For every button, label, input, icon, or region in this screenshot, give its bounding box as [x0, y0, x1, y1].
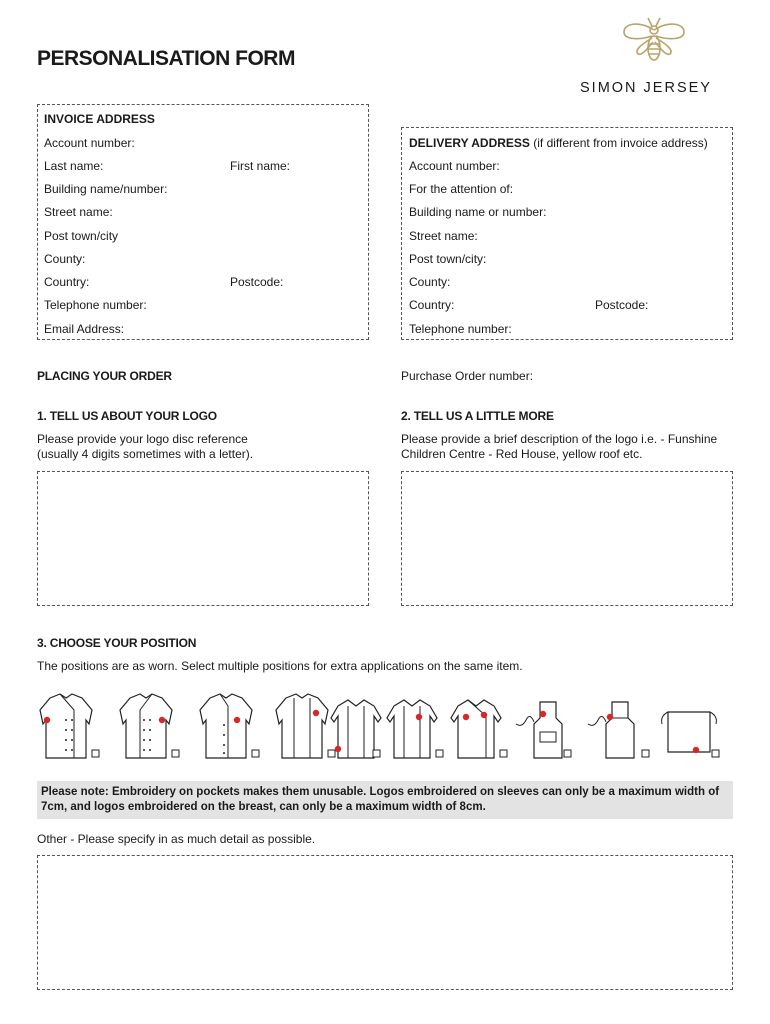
invoice-country-label: Country:: [44, 275, 90, 289]
page-title: PERSONALISATION FORM: [37, 47, 295, 70]
garment-tunic-pocket: [331, 700, 381, 758]
invoice-street-label: Street name:: [44, 205, 113, 219]
garment-chef-jacket-left-chest: [40, 694, 99, 758]
bee-logo-icon: [618, 16, 690, 70]
garment-side-jacket-chest: [200, 694, 259, 758]
delivery-street-label: Street name:: [409, 229, 478, 243]
invoice-building-label: Building name/number:: [44, 182, 168, 196]
position-checkbox-5[interactable]: [373, 750, 380, 757]
garment-wrap-tunic-chest: [451, 700, 507, 758]
delivery-postcode-label: Postcode:: [595, 298, 649, 312]
delivery-county-label: County:: [409, 275, 451, 289]
delivery-heading-text: DELIVERY ADDRESS: [409, 136, 530, 150]
other-label: Other - Please specify in as much detail as possible.: [37, 832, 316, 846]
po-number-input[interactable]: [545, 364, 733, 384]
embroidery-note: Please note: Embroidery on pockets makes them unusable. Logos embroidered on sleeves can only be a maximum width of 7cm, and logos embroidered on the breast, can only be a maximum width of 8cm.: [37, 781, 733, 819]
position-section-description: The positions are as worn. Select multiple positions for extra applications on the same item.: [37, 659, 523, 673]
logo-section-heading: 1. TELL US ABOUT YOUR LOGO: [37, 409, 217, 423]
position-checkbox-10[interactable]: [712, 750, 719, 757]
position-checkbox-4[interactable]: [328, 750, 335, 757]
delivery-building-label: Building name or number:: [409, 205, 547, 219]
more-section-description: Please provide a brief description of the logo i.e. - Funshine Children Centre - Red House, yellow roof etc.: [401, 432, 718, 461]
garment-chef-jacket-right-chest: [120, 694, 179, 758]
delivery-heading: [409, 136, 708, 150]
position-checkbox-3[interactable]: [252, 750, 259, 757]
delivery-telephone-label: Telephone number:: [409, 322, 512, 336]
po-number-label: Purchase Order number:: [401, 369, 534, 383]
invoice-town-label: Post town/city: [44, 229, 119, 243]
invoice-postcode-label: Postcode:: [230, 275, 284, 289]
delivery-heading-note: (if different from invoice address): [533, 136, 708, 150]
garment-positions: [34, 690, 734, 765]
invoice-first-name-label: First name:: [230, 159, 291, 173]
garment-waist-apron: [662, 712, 719, 757]
invoice-last-name-label: Last name:: [44, 159, 104, 173]
garment-bib-apron-top: [588, 702, 649, 758]
garment-tunic-chest: [276, 694, 335, 758]
position-checkbox-7[interactable]: [500, 750, 507, 757]
other-details-input[interactable]: [37, 855, 733, 990]
garment-tunic-right-chest: [387, 700, 443, 758]
position-checkbox-2[interactable]: [172, 750, 179, 757]
placing-order-heading: PLACING YOUR ORDER: [37, 369, 172, 383]
position-checkbox-6[interactable]: [436, 750, 443, 757]
position-section-heading: 3. CHOOSE YOUR POSITION: [37, 636, 197, 650]
invoice-county-label: County:: [44, 252, 86, 266]
logo-section-description: Please provide your logo disc reference (usually 4 digits sometimes with a letter).: [37, 432, 254, 461]
logo-reference-input[interactable]: [37, 471, 369, 606]
delivery-country-label: Country:: [409, 298, 455, 312]
invoice-email-label: Email Address:: [44, 322, 125, 336]
position-checkbox-9[interactable]: [642, 750, 649, 757]
invoice-telephone-label: Telephone number:: [44, 298, 147, 312]
position-checkbox-8[interactable]: [564, 750, 571, 757]
more-section-heading: 2. TELL US A LITTLE MORE: [401, 409, 554, 423]
garment-bib-apron: [516, 702, 571, 758]
delivery-town-label: Post town/city:: [409, 252, 487, 266]
brand-name: SIMON JERSEY: [580, 80, 712, 96]
delivery-attention-label: For the attention of:: [409, 182, 514, 196]
logo-description-input[interactable]: [401, 471, 733, 606]
invoice-heading: INVOICE ADDRESS: [44, 112, 155, 126]
invoice-account-label: Account number:: [44, 136, 135, 150]
delivery-account-label: Account number:: [409, 159, 500, 173]
position-checkbox-1[interactable]: [92, 750, 99, 757]
